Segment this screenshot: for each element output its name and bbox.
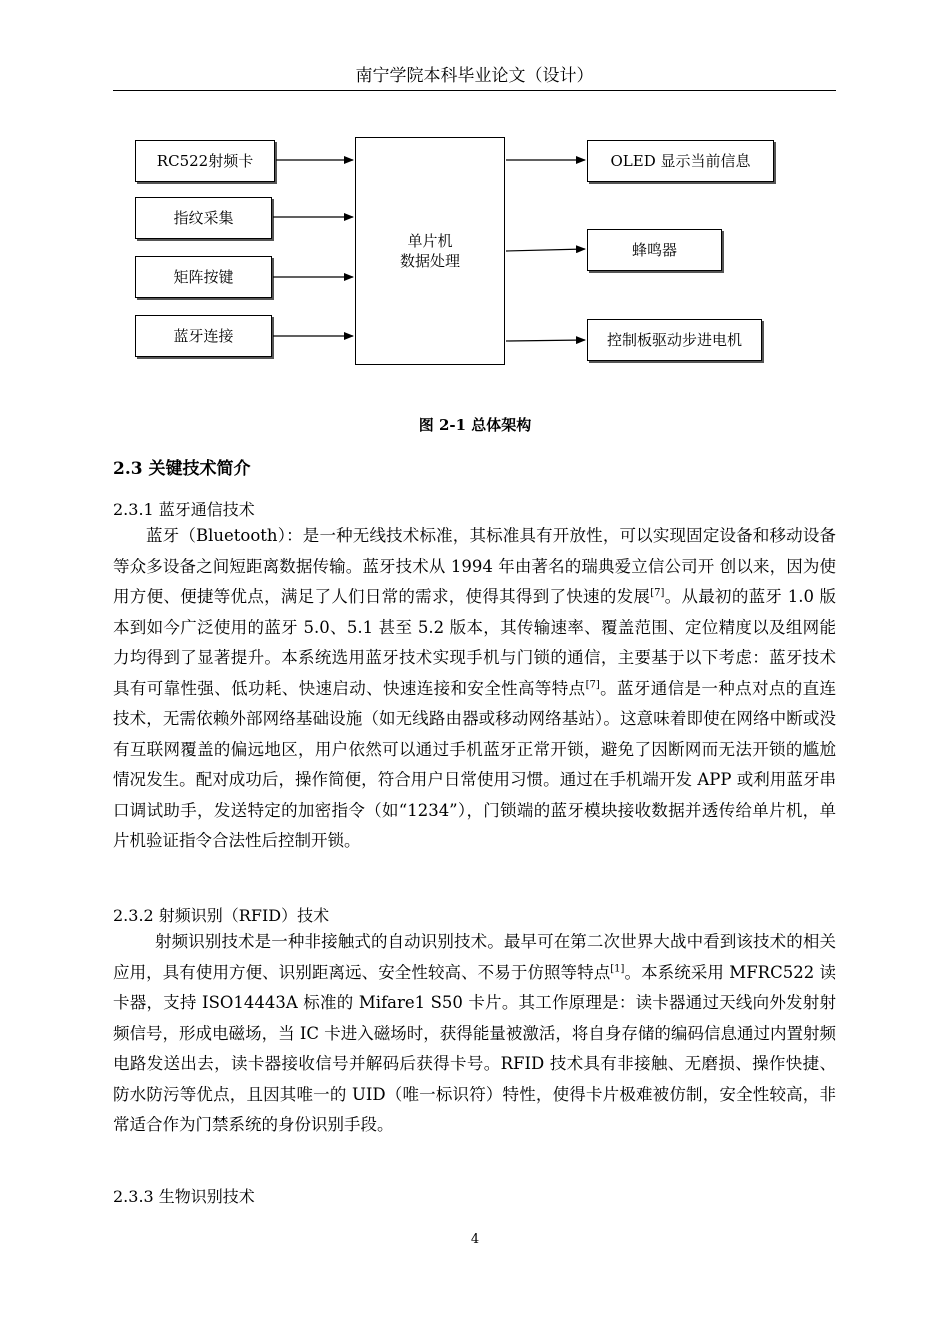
citation: [7] <box>585 679 600 690</box>
citation: [7] <box>650 587 665 599</box>
input-box-keypad: 矩阵按键 <box>135 256 272 298</box>
center-box-line-1: 单片机 <box>407 232 453 250</box>
paragraph-text: 蓝牙（Bluetooth）：是一种无线技术标准，其标准具有开放性，可以实现固定设备和移动设备等众多设备之间短距离数据传输。蓝牙技术从 1994 年由著名的瑞典爱立信公司开 创以来，因为使用方便、便捷等优点，满足了人们日常的需求，使得其得到了快速的发展 <box>113 526 836 606</box>
subsection-heading-bluetooth: 2.3.1 蓝牙通信技术 <box>113 500 255 519</box>
subsection-heading-biometric: 2.3.3 生物识别技术 <box>113 1187 255 1206</box>
output-box-oled: OLED 显示当前信息 <box>587 140 774 182</box>
subsection-heading-rfid: 2.3.2 射频识别（RFID）技术 <box>113 906 330 925</box>
arrow-buzzer <box>506 249 585 251</box>
figure-caption: 图 2-1 总体架构 <box>418 416 532 434</box>
paragraph-bluetooth <box>113 521 836 857</box>
section-heading: 2.3 关键技术简介 <box>113 459 251 479</box>
paragraph-text: 。本系统采用 MFRC522 读卡器，支持 ISO14443A 标准的 Mifare1 S50 卡片。其工作原理是：读卡器通过天线向外发射射频信号，形成电磁场，当 IC 卡进入磁场时，获得能量被激活，将自身存储的编码信息通过内置射频电路发送出去，读卡器接收信号并解码后获得卡号。RFID 技术具有非接触、无磨损、操作快捷、防水防污等优点，且因其唯一的 UID（唯一标识符）特性，使得卡片极难被仿制，安全性较高，非常适合作为门禁系统的身份识别手段。 <box>113 962 837 1134</box>
input-box-fingerprint: 指纹采集 <box>135 197 272 239</box>
diagram-arrows <box>0 0 950 400</box>
page-number: 4 <box>470 1232 480 1247</box>
paragraph-rfid <box>113 927 836 1141</box>
output-box-buzzer: 蜂鸣器 <box>587 229 722 271</box>
center-box-line-2: 数据处理 <box>399 252 460 270</box>
arrow-motor <box>506 340 585 341</box>
input-box-rfid: RC522射频卡 <box>135 140 275 182</box>
input-box-bluetooth: 蓝牙连接 <box>135 315 272 357</box>
paragraph-text: 射频识别技术是一种非接触式的自动识别技术。最早可在第二次世界大战中看到该技术的相关应用，具有使用方便、识别距离远、安全性较高、不易于仿照等特点 <box>113 932 836 982</box>
paragraph-text: 。从最初的蓝牙 1.0 版本到如今广泛使用的蓝牙 5.0、5.1 甚至 5.2 版本，其传输速率、覆盖范围、定位精度以及组网能力均得到了显著提升。本系统选用蓝牙技术实现手机与门锁的通信，主要基于以下考虑：蓝牙技术具有可靠性强、低功耗、快速启动、快速连接和安全性高等特点 <box>113 587 837 698</box>
citation: [1] <box>610 963 625 974</box>
paragraph-text: 。蓝牙通信是一种点对点的直连技术，无需依赖外部网络基础设施（如无线路由器或移动网络基站）。这意味着即使在网络中断或没有互联网覆盖的偏远地区，用户依然可以通过手机蓝牙正常开锁，避免了因断网而无法开锁的尴尬情况发生。配对成功后，操作简便，符合用户日常使用习惯。通过在手机端开发 APP 或利用蓝牙串口调试助手，发送特定的加密指令（如“1234”），门锁端的蓝牙模块接收数据并透传给单片机，单片机验证指令合法性后控制开锁。 <box>113 678 837 850</box>
page-header: 南宁学院本科毕业论文（设计） <box>113 62 836 91</box>
output-box-motor: 控制板驱动步进电机 <box>587 319 762 361</box>
